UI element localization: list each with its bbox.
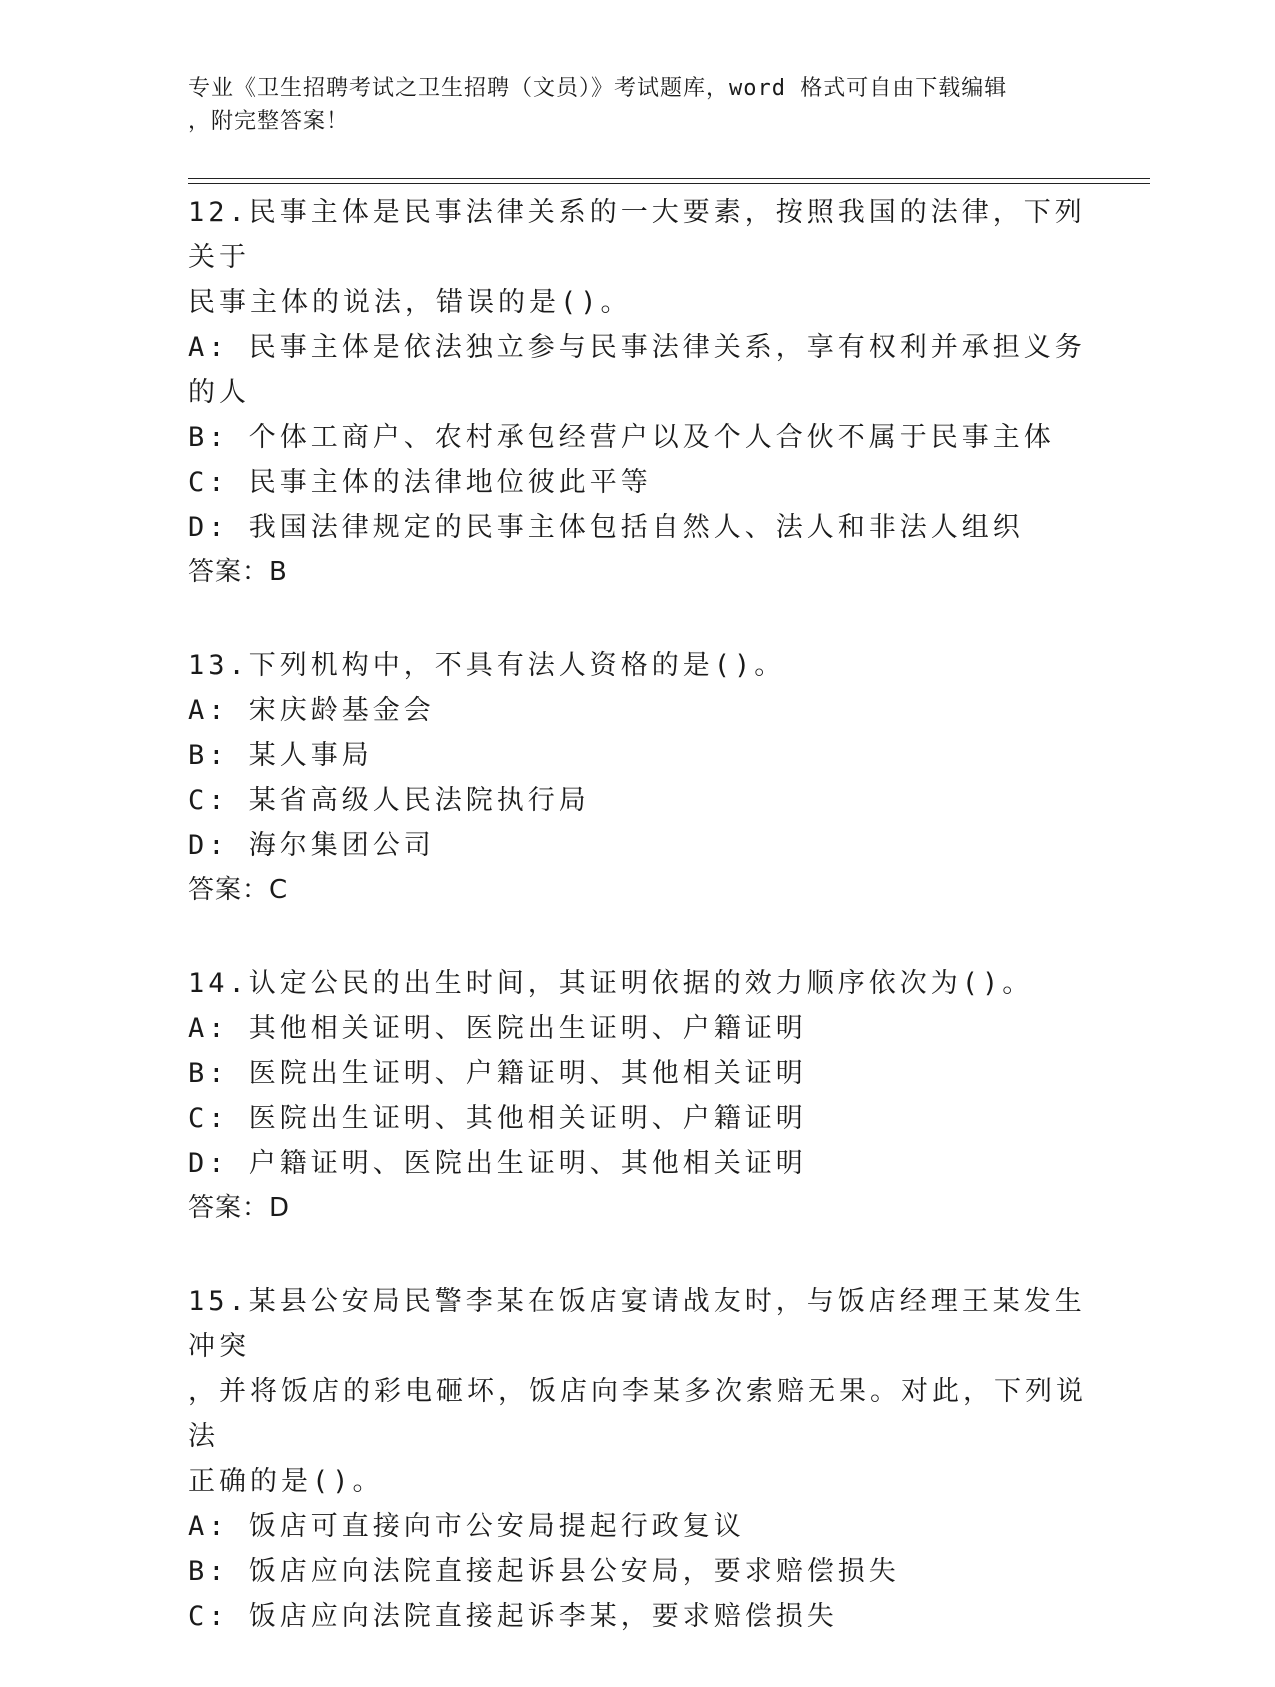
option-b: B: 医院出生证明、户籍证明、其他相关证明 [188,1058,807,1089]
option-b: B: 个体工商户、农村承包经营户以及个人合伙不属于民事主体 [188,422,1055,453]
question-stem-line: 14.认定公民的出生时间，其证明依据的效力顺序依次为()。 [188,968,1034,999]
question-14 [188,961,1088,1231]
question-stem-line: 15.某县公安局民警李某在饭店宴请战友时，与饭店经理王某发生冲突 [188,1286,1086,1362]
option-c: C: 某省高级人民法院执行局 [188,785,590,816]
question-stem-line: 12.民事主体是民事法律关系的一大要素，按照我国的法律，下列关于 [188,197,1086,273]
option-a: A: 其他相关证明、医院出生证明、户籍证明 [188,1013,807,1044]
answer: 答案：C [188,875,289,905]
option-c: C: 饭店应向法院直接起诉李某，要求赔偿损失 [188,1601,838,1632]
option-c: C: 民事主体的法律地位彼此平等 [188,467,652,498]
header-divider-top [188,178,1150,179]
option-d: D: 户籍证明、医院出生证明、其他相关证明 [188,1148,807,1179]
question-stem-line: 民事主体的说法，错误的是()。 [188,287,632,318]
option-a: A: 饭店可直接向市公安局提起行政复议 [188,1511,745,1542]
option-d: D: 我国法律规定的民事主体包括自然人、法人和非法人组织 [188,512,1024,543]
option-c: C: 医院出生证明、其他相关证明、户籍证明 [188,1103,807,1134]
question-stem-line: 正确的是()。 [188,1466,384,1497]
question-stem-line: ，并将饭店的彩电砸坏，饭店向李某多次索赔无果。对此，下列说法 [188,1376,1087,1452]
header-line-1: 专业《卫生招聘考试之卫生招聘（文员）》考试题库，word 格式可自由下载编辑 [188,76,1008,101]
answer: 答案：B [188,557,288,587]
option-d: D: 海尔集团公司 [188,830,435,861]
header-line-2: ，附完整答案！ [188,109,350,134]
option-a: A: 民事主体是依法独立参与民事法律关系，享有权利并承担义务的人 [188,332,1086,408]
answer: 答案：D [188,1193,291,1223]
option-a: A: 宋庆龄基金会 [188,695,435,726]
question-13 [188,643,1088,913]
question-stem-line: 13.下列机构中，不具有法人资格的是()。 [188,650,786,681]
option-b: B: 某人事局 [188,740,373,771]
option-b: B: 饭店应向法院直接起诉县公安局，要求赔偿损失 [188,1556,900,1587]
question-list [188,190,1088,1687]
document-header [188,72,1088,138]
question-12 [188,190,1088,595]
question-15 [188,1279,1088,1639]
header-divider-bottom [188,183,1150,184]
